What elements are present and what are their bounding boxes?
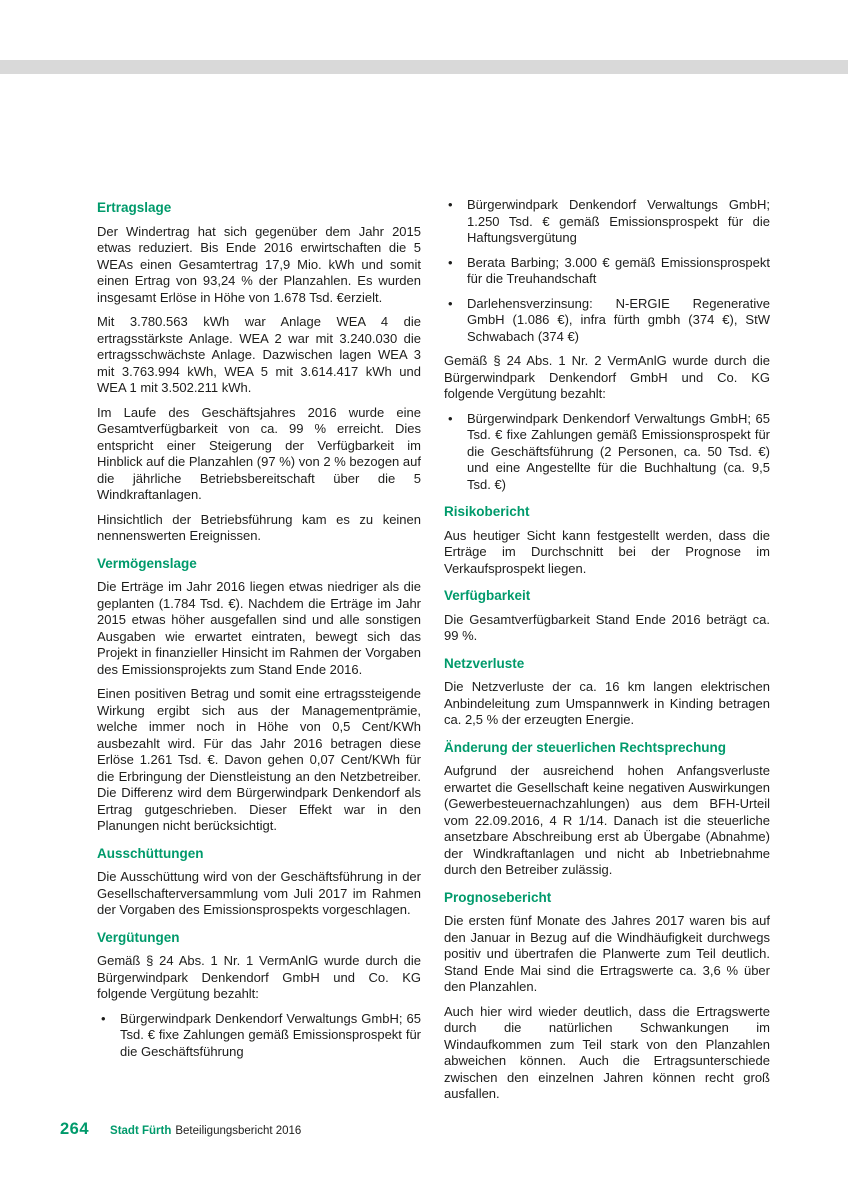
section-heading-risikobericht: Risikobericht [444,504,530,519]
footer-report-title: Beteiligungsbericht 2016 [175,1125,302,1137]
paragraph: Der Windertrag hat sich gegenüber dem Jahr 2015 etwas reduziert. Bis Ende 2016 erwirtschaften die 5 WEAs einen Gesamtertrag 17,9 Mio. kWh und somit einen Ertrag von 93,24 % der Planzahlen. Es wurden insgesamt Erlöse in Höhe von 1.678 Tsd. €erzielt. [97,223,421,305]
paragraph: Auch hier wird wieder deutlich, dass die Ertragswerte durch die natürlichen Schwankungen im Windaufkommen zum Teil stark von den Planzahlen abweichen können. Auch die Ertragsunterschiede zwischen den einzelnen Jahren können recht groß ausfallen. [444,1003,770,1101]
left-column [97,200,421,1068]
paragraph: Die Ausschüttung wird von der Geschäftsführung in der Gesellschafterversammlung vom Juli 2017 im Rahmen der Vorgaben des Emissionsprospekts vorgeschlagen. [97,869,421,917]
paragraph: Gemäß § 24 Abs. 1 Nr. 2 VermAnlG wurde durch die Bürgerwindpark Denkendorf GmbH und Co. KG folgende Vergütung bezahlt: [444,353,770,401]
list-item [444,411,770,494]
page-number: 264 [60,1120,90,1138]
list-item-text: Bürgerwindpark Denkendorf Verwaltungs GmbH; 1.250 Tsd. € gemäß Emissionsprospekt für die Haftungsvergütung [467,197,770,245]
paragraph: Die Netzverluste der ca. 16 km langen elektrischen Anbindeleitung zum Umspannwerk in Kinding betragen ca. 2,5 % der erzeugten Energie. [444,679,770,727]
right-column [444,197,770,1111]
paragraph: Mit 3.780.563 kWh war Anlage WEA 4 die ertragsstärkste Anlage. WEA 2 war mit 3.240.030 die ertragsschwächste Anlage. Dazwischen lagen WEA 3 mit 3.763.994 kWh, WEA 5 mit 3.614.417 kWh und WEA 1 mit 3.502.211 kWh. [97,314,421,395]
paragraph: Die Gesamtverfügbarkeit Stand Ende 2016 beträgt ca. 99 %. [444,611,770,643]
paragraph: Aus heutiger Sicht kann festgestellt werden, dass die Erträge im Durchschnitt bei der Prognose im Verkaufsprospekt liegen. [444,527,770,576]
section-heading-verfuegbarkeit: Verfügbarkeit [444,588,531,603]
bullet-icon: • [448,197,453,212]
list-item-text: Bürgerwindpark Denkendorf Verwaltungs GmbH; 65 Tsd. € fixe Zahlungen gemäß Emissionsprospekt für die Geschäftsführung (2 Personen, ca. 50 Tsd. €) und eine Angestellte für die Buchhaltung (ca. 9,5 Tsd. €) [467,410,770,492]
list-item [97,1011,421,1061]
paragraph: Im Laufe des Geschäftsjahres 2016 wurde eine Gesamtverfügbarkeit von ca. 99 % erreicht. Dies entspricht einer Steigerung der Verfügbarkeit im Hinblick auf die Planzahlen (97 %) von 2 % bezogen auf die jährliche Betriebsbereitschaft über die 5 Windkraftanlagen. [97,404,421,502]
paragraph: Hinsichtlich der Betriebsführung kam es zu keinen nennenswerten Ereignissen. [97,511,421,543]
paragraph: Die Erträge im Jahr 2016 liegen etwas niedriger als die geplanten (1.784 Tsd. €). Nachdem die Erträge im Jahr 2015 etwas höher ausgefallen sind und alle sonstigen Ausgaben wie erwartet eintraten, bewegt sich das Projekt in finanzieller Hinsicht im Rahmen der Vorgaben des Emissionsprojekts zum Stand Ende 2016. [97,579,421,677]
section-heading-vermoegenslage: Vermögenslage [97,555,197,571]
section-heading-ausschuettungen: Ausschüttungen [97,845,204,861]
section-heading-rechtsprechung: Änderung der steuerlichen Rechtsprechung [444,739,727,755]
section-heading-prognosebericht: Prognosebericht [444,889,552,905]
paragraph: Die ersten fünf Monate des Jahres 2017 waren bis auf den Januar in Bezug auf die Windhäufigkeit durchwegs positiv und übertrafen die Planwerte zum Teil deutlich. Stand Ende Mai sind die Ertragswerte ca. 3,6 % über den Planzahlen. [444,913,770,994]
footer-text [110,1125,301,1137]
section-heading-verguetungen: Vergütungen [97,929,180,945]
section-heading-ertragslage: Ertragslage [97,200,172,215]
list-item-text: Berata Barbing; 3.000 € gemäß Emissionsprospekt für die Treuhandschaft [467,254,770,286]
paragraph: Gemäß § 24 Abs. 1 Nr. 1 VermAnlG wurde durch die Bürgerwindpark Denkendorf GmbH und Co. KG folgende Vergütung bezahlt: [97,953,421,1001]
paragraph: Aufgrund der ausreichend hohen Anfangsverluste erwartet die Gesellschaft keine negativen Auswirkungen (Gewerbesteuernachzahlungen) aus dem BFH-Urteil vom 22.09.2016, 4 R 1/14. Danach ist die steuerliche ansetzbare Abschreibung erst ab Übergabe (Abnahme) der Windkraftanlagen und nicht ab Inbetriebnahme durch den Betreiber zulässig. [444,763,770,877]
list-item [444,255,770,288]
footer-publisher: Stadt Fürth [110,1125,172,1137]
list-item [444,197,770,247]
bullet-icon: • [448,295,453,311]
top-accent-bar [0,60,848,74]
bullet-icon: • [101,1010,106,1026]
section-heading-netzverluste: Netzverluste [444,655,525,671]
bullet-icon: • [448,410,453,426]
list-item-text: Bürgerwindpark Denkendorf Verwaltungs GmbH; 65 Tsd. € fixe Zahlungen gemäß Emissionsprospekt für die Geschäftsführung [120,1010,421,1059]
page-footer [60,1120,301,1139]
list-item-text: Darlehensverzinsung: N-ERGIE Regenerative GmbH (1.086 €), infra fürth gmbh (374 €), StW Schwabach (374 €) [467,295,770,344]
paragraph: Einen positiven Betrag und somit eine ertragssteigende Wirkung ergibt sich aus der Managementprämie, welche immer noch in Höhe von 0,5 Cent/KWh ausbezahlt wird. Für das Jahr 2016 betragen diese Erlöse 1.261 Tsd. €. Davon gehen 0,07 Cent/KWh für die Erbringung der Dienstleistung an den Netzbetreiber. Die Differenz wird dem Bürgerwindpark Denkendorf als Ertrag gutgeschrieben. Dieser Effekt war in den Planungen nicht berücksichtigt. [97,686,421,833]
bullet-icon: • [448,254,453,270]
list-item [444,296,770,346]
